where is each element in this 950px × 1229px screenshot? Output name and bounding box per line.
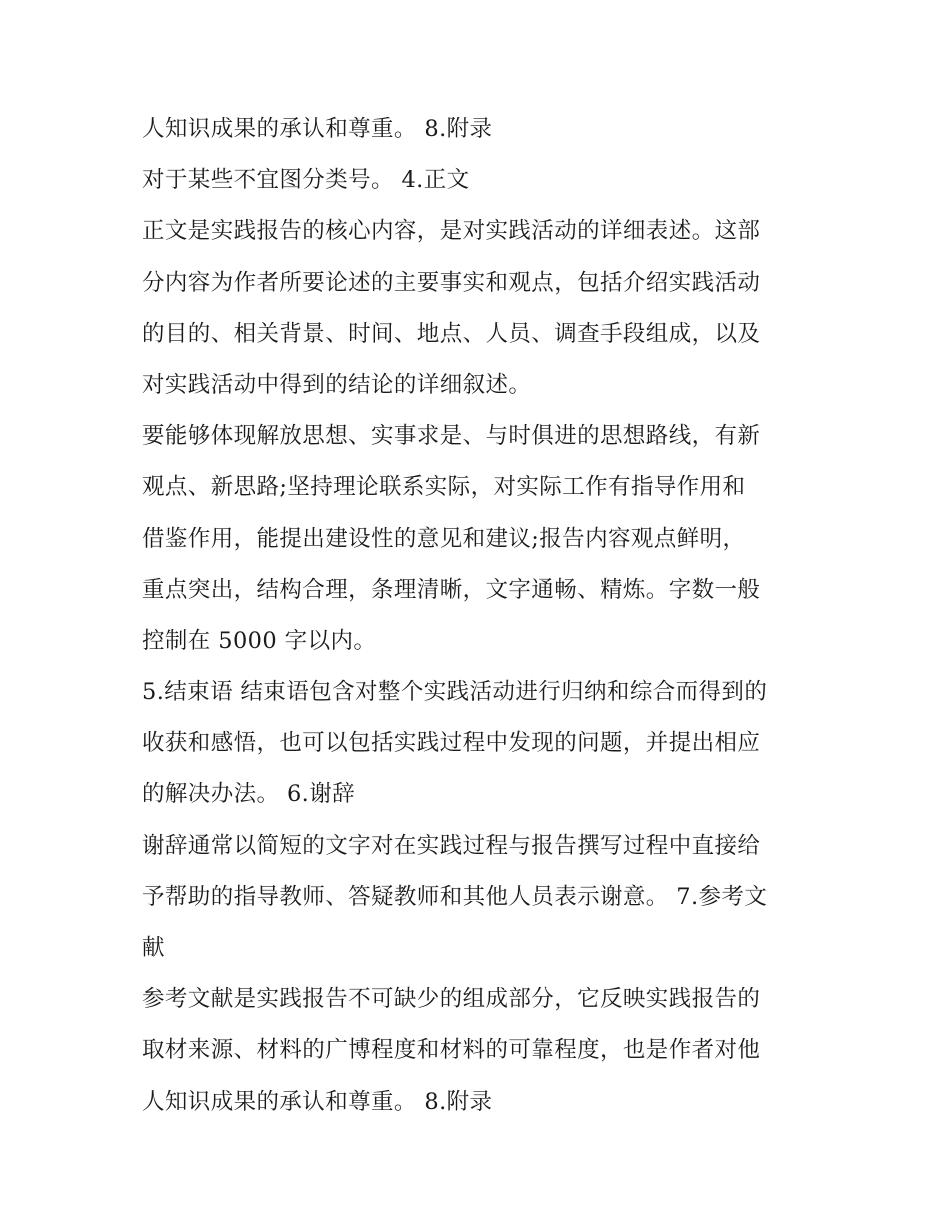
text-line: 谢辞通常以简短的文字对在实践过程与报告撰写过程中直接给 bbox=[142, 832, 761, 859]
text-line: 要能够体现解放思想、实事求是、与时俱进的思想路线，有新 bbox=[142, 423, 761, 450]
text-line: 的目的、相关背景、时间、地点、人员、调查手段组成，以及 bbox=[142, 320, 761, 347]
text-line: 观点、新思路;坚持理论联系实际，对实际工作有指导作用和 bbox=[142, 474, 746, 501]
text-line: 取材来源、材料的广博程度和材料的可靠程度，也是作者对他 bbox=[142, 1037, 761, 1064]
text-line: 对实践活动中得到的结论的详细叙述。 bbox=[142, 371, 532, 398]
text-line: 参考文献是实践报告不可缺少的组成部分，它反映实践报告的 bbox=[142, 986, 761, 1013]
text-line: 对于某些不宜图分类号。 4.正文 bbox=[142, 167, 470, 194]
text-line: 借鉴作用，能提出建设性的意见和建议;报告内容观点鲜明， bbox=[142, 525, 746, 552]
text-line: 正文是实践报告的核心内容，是对实践活动的详细表述。这部 bbox=[142, 218, 761, 245]
text-line: 人知识成果的承认和尊重。 8.附录 bbox=[142, 1088, 493, 1115]
text-line: 5.结束语 结束语包含对整个实践活动进行归纳和综合而得到的 bbox=[142, 679, 768, 706]
text-line: 分内容为作者所要论述的主要事实和观点，包括介绍实践活动 bbox=[142, 269, 761, 296]
text-line: 控制在 5000 字以内。 bbox=[142, 627, 377, 654]
text-line: 献 bbox=[142, 935, 165, 961]
text-line: 的解决办法。 6.谢辞 bbox=[142, 781, 356, 808]
body-text bbox=[142, 106, 822, 1130]
text-line: 重点突出，结构合理，条理清晰，文字通畅、精炼。字数一般 bbox=[142, 576, 761, 603]
text-line: 人知识成果的承认和尊重。 8.附录 bbox=[142, 116, 493, 142]
text-line: 收获和感悟，也可以包括实践过程中发现的问题，并提出相应 bbox=[142, 730, 761, 757]
text-line: 予帮助的指导教师、答疑教师和其他人员表示谢意。 7.参考文 bbox=[142, 883, 768, 910]
